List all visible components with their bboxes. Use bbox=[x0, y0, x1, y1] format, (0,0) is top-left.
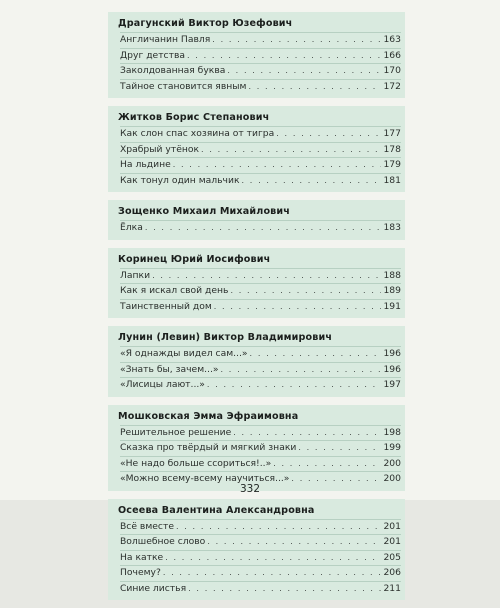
dot-leader bbox=[230, 284, 381, 299]
entry-page-number: 201 bbox=[383, 520, 401, 532]
dot-leader bbox=[248, 80, 381, 95]
entry-page-number: 198 bbox=[383, 426, 401, 438]
dot-leader bbox=[214, 300, 382, 315]
toc-entry[interactable] bbox=[120, 126, 401, 142]
toc-entry[interactable] bbox=[120, 268, 401, 284]
toc-entry[interactable] bbox=[120, 299, 401, 315]
entry-title: «Я однажды видел сам...» bbox=[120, 348, 248, 359]
entry-title: Заколдованная буква bbox=[120, 65, 226, 76]
entry-title: Как тонул один мальчик bbox=[120, 174, 240, 186]
dot-leader bbox=[165, 551, 381, 566]
entry-page-number: 166 bbox=[383, 49, 401, 61]
toc-entry[interactable] bbox=[120, 534, 401, 550]
toc-section bbox=[108, 248, 405, 319]
toc-entry[interactable] bbox=[120, 362, 401, 378]
entry-title: Как слон спас хозяина от тигра bbox=[120, 128, 275, 139]
entry-page-number: 163 bbox=[383, 34, 401, 45]
entry-page-number: 177 bbox=[383, 128, 401, 139]
dot-leader bbox=[145, 221, 382, 236]
toc-entry[interactable] bbox=[120, 456, 401, 472]
dot-leader bbox=[227, 64, 381, 79]
dot-leader bbox=[207, 378, 382, 393]
entry-title: На льдине bbox=[120, 159, 171, 170]
toc-entry[interactable] bbox=[120, 48, 401, 64]
author-name: Житков Борис Степанович bbox=[118, 112, 270, 123]
entry-page-number: 196 bbox=[383, 363, 401, 375]
entry-page-number: 178 bbox=[383, 143, 401, 155]
entry-title: Ёлка bbox=[120, 222, 143, 233]
entry-page-number: 172 bbox=[383, 80, 401, 92]
page-number: 332 bbox=[239, 483, 261, 495]
author-name: Осеева Валентина Александровна bbox=[118, 504, 315, 516]
toc-section bbox=[108, 405, 405, 491]
toc-section bbox=[108, 12, 405, 98]
entry-page-number: 205 bbox=[383, 551, 401, 563]
entry-title: На катке bbox=[120, 551, 164, 563]
toc-section bbox=[108, 200, 405, 240]
dot-leader bbox=[187, 49, 381, 64]
entry-page-number: 183 bbox=[383, 222, 401, 233]
author-name: Коринец Юрий Иосифович bbox=[118, 253, 271, 265]
toc-entry[interactable] bbox=[120, 581, 401, 597]
toc-entry[interactable] bbox=[120, 32, 401, 48]
entry-title: Синие листья bbox=[120, 582, 187, 594]
entry-page-number: 199 bbox=[383, 442, 401, 453]
entry-title: Таинственный дом bbox=[120, 300, 212, 312]
toc-entry[interactable] bbox=[120, 377, 401, 393]
dot-leader bbox=[250, 347, 382, 362]
dot-leader bbox=[273, 457, 381, 472]
dot-leader bbox=[242, 174, 382, 189]
entry-page-number: 181 bbox=[383, 174, 401, 186]
dot-leader bbox=[173, 158, 382, 173]
dot-leader bbox=[201, 143, 381, 158]
entry-title: Друг детства bbox=[120, 49, 185, 61]
entry-title: Волшебное слово bbox=[120, 536, 206, 547]
entry-title: Почему? bbox=[120, 567, 161, 578]
dot-leader bbox=[152, 269, 381, 284]
dot-leader bbox=[221, 363, 382, 378]
author-name: Зощенко Михаил Михайлович bbox=[118, 206, 291, 217]
entry-page-number: 197 bbox=[383, 379, 401, 390]
dot-leader bbox=[176, 520, 381, 535]
entry-page-number: 179 bbox=[383, 159, 401, 170]
dot-leader bbox=[212, 33, 381, 48]
entry-title: Сказка про твёрдый и мягкий знаки bbox=[120, 442, 297, 453]
toc-entry[interactable] bbox=[120, 157, 401, 173]
dot-leader bbox=[298, 441, 381, 456]
dot-leader bbox=[233, 426, 381, 441]
entry-page-number: 188 bbox=[383, 269, 401, 281]
entry-page-number: 201 bbox=[383, 536, 401, 547]
entry-title: Храбрый утёнок bbox=[120, 143, 200, 155]
toc-entry[interactable] bbox=[120, 220, 401, 236]
entry-page-number: 200 bbox=[383, 473, 401, 484]
entry-title: «Можно всему-всему научиться...» bbox=[120, 473, 290, 484]
toc-entry[interactable] bbox=[120, 519, 401, 535]
toc-entry[interactable] bbox=[120, 79, 401, 95]
dot-leader bbox=[188, 582, 381, 597]
toc-section bbox=[108, 326, 405, 397]
toc-section bbox=[108, 499, 405, 601]
author-name: Драгунский Виктор Юзефович bbox=[118, 18, 293, 29]
entry-title: Решительное решение bbox=[120, 426, 232, 438]
author-name: Мошковская Эмма Эфраимовна bbox=[118, 410, 299, 422]
toc-entry[interactable] bbox=[120, 173, 401, 189]
toc-entry[interactable] bbox=[120, 565, 401, 581]
entry-page-number: 211 bbox=[383, 582, 401, 594]
dot-leader bbox=[163, 566, 382, 581]
table-of-contents bbox=[108, 12, 405, 608]
toc-entry[interactable] bbox=[120, 550, 401, 566]
entry-title: Всё вместе bbox=[120, 520, 174, 532]
entry-page-number: 196 bbox=[383, 348, 401, 359]
entry-page-number: 206 bbox=[383, 567, 401, 578]
toc-entry[interactable] bbox=[120, 425, 401, 441]
entry-page-number: 170 bbox=[383, 65, 401, 76]
entry-title: «Знать бы, зачем...» bbox=[120, 363, 219, 375]
entry-title: Тайное становится явным bbox=[120, 80, 247, 92]
entry-title: Лапки bbox=[120, 269, 151, 281]
toc-section bbox=[108, 106, 405, 192]
author-name: Лунин (Левин) Виктор Владимирович bbox=[118, 332, 333, 343]
toc-entry[interactable] bbox=[120, 283, 401, 299]
dot-leader bbox=[276, 127, 381, 142]
toc-entry[interactable] bbox=[120, 142, 401, 158]
entry-page-number: 189 bbox=[383, 285, 401, 296]
entry-page-number: 191 bbox=[383, 300, 401, 312]
toc-entry[interactable] bbox=[120, 63, 401, 79]
dot-leader bbox=[207, 535, 381, 550]
entry-title: «Лисицы лают...» bbox=[120, 379, 205, 390]
toc-entry[interactable] bbox=[120, 440, 401, 456]
toc-entry[interactable] bbox=[120, 346, 401, 362]
entry-page-number: 200 bbox=[383, 457, 401, 469]
entry-title: Англичанин Павля bbox=[120, 34, 211, 45]
entry-title: «Не надо больше ссориться!..» bbox=[120, 457, 272, 469]
entry-title: Как я искал свой день bbox=[120, 285, 229, 296]
